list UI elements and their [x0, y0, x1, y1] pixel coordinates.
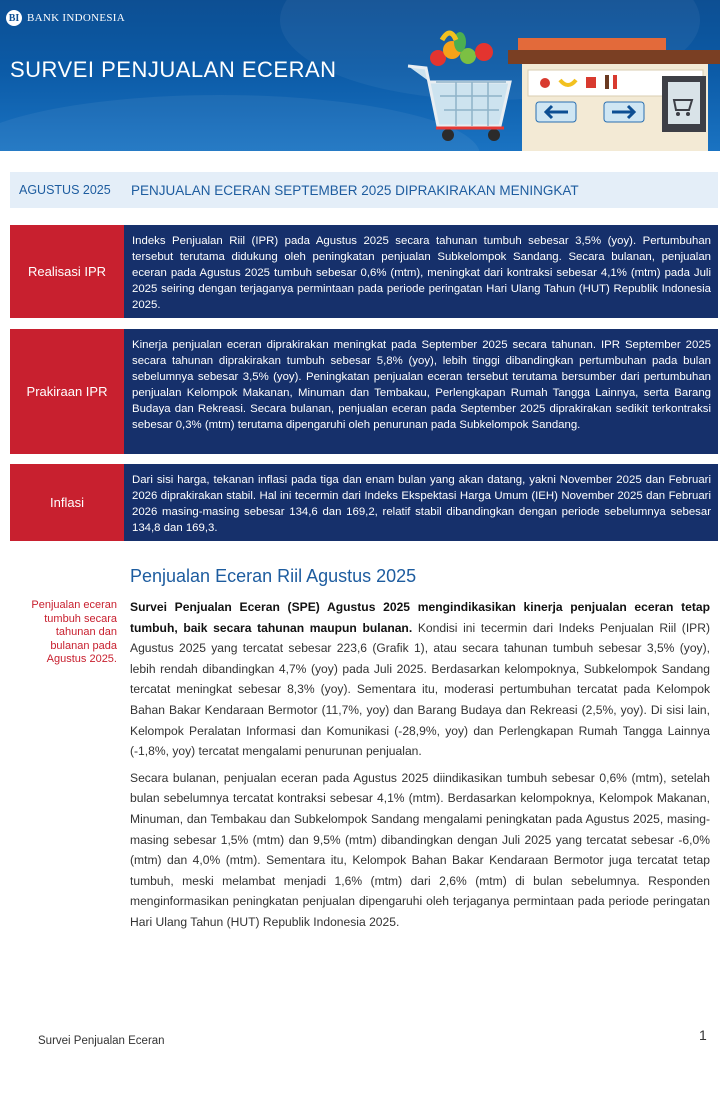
body-paragraph [130, 597, 710, 762]
lead-sentence: Survei Penjualan Eceran (SPE) Agustus 2025 mengindikasikan kinerja penjualan eceran tetap tumbuh, baik secara tahunan maupun bulanan. [130, 600, 710, 635]
report-period: AGUSTUS 2025 [19, 183, 111, 197]
bank-logo [6, 10, 125, 26]
summary-text: Kinerja penjualan eceran diprakirakan meningkat pada September 2025 secara tahunan. IPR September 2025 secara tahunan diprakirakan tumbuh sebesar 5,8% (yoy), lebih tinggi dibandingkan pertumbuhan pada bulan sebelumnya sebesar 3,5% (yoy). Peningkatan penjualan eceran tersebut terutama bersumber dari pertumbuhan penjualan Kelompok Makanan, Minuman dan Tembakau, Perlengkapan Rumah Tangga Lainnya, serta Barang Budaya dan Rekreasi. Secara bulanan, penjualan eceran pada September 2025 diprakirakan sedikit terkontraksi sebesar 0,3% (mtm) terutama dipengaruhi oleh penurunan pada Subkelompok Sandang. [124, 329, 718, 454]
bank-logo-mark: BI [6, 10, 22, 26]
margin-note: Penjualan eceran tumbuh secara tahunan dan bulanan pada Agustus 2025. [31, 599, 117, 666]
body-paragraph: Secara bulanan, penjualan eceran pada Agustus 2025 diindikasikan tumbuh sebesar 0,6% (mtm), setelah bulan sebelumnya tercatat kontraksi sebesar 4,1% (mtm). Berdasarkan kelompoknya, Kelompok Makanan, Minuman, dan Tembakau dan Subkelompok Sandang mengalami peningkatan pada Agustus 2025, masing-masing sebesar 1,5% (mtm) dan 9,5% (mtm) dibandingkan dengan Juli 2025 yang tercatat sebesar -6,0% (mtm) dan 4,0% (mtm). Sementara itu, Kelompok Bahan Bakar Kendaraan Bermotor juga tercatat tetap tumbuh, meski melambat menjadi 1,6% (mtm) dari 2,6% (mtm) di bulan sebelumnya. Responden menginformasikan peningkatan penjualan dipengaruhi oleh terjaganya permintaan pada periode peringatan Hari Ulang Tahun (HUT) Republik Indonesia 2025. [130, 770, 710, 929]
summary-label: Realisasi IPR [10, 225, 124, 318]
section-body [130, 597, 710, 939]
report-title: SURVEI PENJUALAN ECERAN [10, 57, 337, 82]
summary-text: Dari sisi harga, tekanan inflasi pada tiga dan enam bulan yang akan datang, yakni November 2025 dan Februari 2026 diprakirakan stabil. Hal ini tecermin dari Indeks Ekspektasi Harga Umum (IEH) November 2025 dan Februari 2026 masing-masing sebesar 134,6 dan 169,2, relatif stabil dibandingkan dengan periode sebelumnya sebesar 134,8 dan 169,3. [124, 464, 718, 541]
shopping-illustration [400, 20, 720, 151]
footer-doc-name: Survei Penjualan Eceran [38, 1035, 165, 1047]
summary-text: Indeks Penjualan Riil (IPR) pada Agustus 2025 secara tahunan tumbuh sebesar 3,5% (yoy). Pertumbuhan tersebut terutama didukung oleh peningkatan penjualan Subkelompok Sandang. Secara bulanan, penjualan eceran pada Agustus 2025 tumbuh sebesar 0,6% (mtm), meningkat dari kontraksi sebesar 4,1% (mtm) pada Juli 2025 seiring dengan terjaganya permintaan pada periode peringatan Hari Ulang Tahun (HUT) Republik Indonesia 2025. [124, 225, 718, 318]
summary-row-prakiraan [10, 329, 718, 454]
store-front-icon [508, 38, 720, 151]
shopping-cart-icon [408, 32, 510, 141]
summary-label: Prakiraan IPR [10, 329, 124, 454]
bank-name: BANK INDONESIA [27, 12, 126, 24]
page-number: 1 [699, 1027, 707, 1043]
report-subheader [10, 172, 718, 208]
paragraph-text: Kondisi ini tecermin dari Indeks Penjualan Riil (IPR) Agustus 2025 yang tercatat sebesar 223,6 (Grafik 1), atau secara tahunan tumbuh sebesar 3,5% (yoy), lebih rendah dibandingkan 4,7% (yoy) pada Juli 2025. Berdasarkan kelompoknya, Subkelompok Sandang tercatat meningkat sebesar 8,3% (yoy). Sementara itu, moderasi pertumbuhan tercatat pada Kelompok Bahan Bakar Kendaraan Bermotor (11,7%, yoy) dan Barang Budaya dan Rekreasi (2,5%, yoy). Di sisi lain, Kelompok Peralatan Informasi dan Komunikasi (-28,9%, yoy) dan Perlengkapan Rumah Tangga Lainnya (-1,8%, yoy) tercatat mengalami penurunan penjualan. [130, 620, 711, 759]
header-banner [0, 0, 720, 151]
summary-label: Inflasi [10, 464, 124, 541]
section-title: Penjualan Eceran Riil Agustus 2025 [130, 566, 417, 586]
summary-row-inflasi [10, 464, 718, 541]
summary-row-realisasi [10, 225, 718, 318]
report-headline: PENJUALAN ECERAN SEPTEMBER 2025 DIPRAKIRAKAN MENINGKAT [131, 182, 579, 198]
